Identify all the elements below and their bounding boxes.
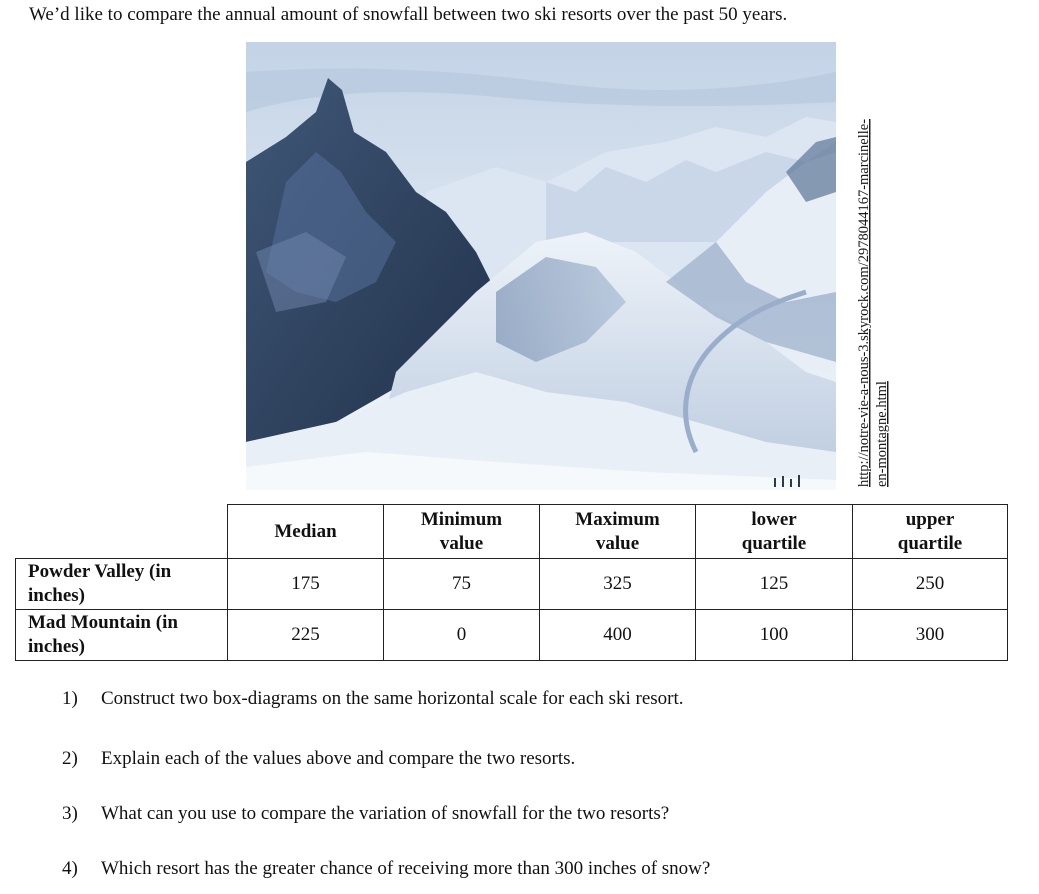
header-lower-quartile: lower quartile xyxy=(696,505,853,559)
question-text: What can you use to compare the variation of snowfall for the two resorts? xyxy=(101,803,670,824)
cell-upper-quartile: 300 xyxy=(853,610,1008,661)
question-text: Explain each of the values above and compare the two resorts. xyxy=(101,748,576,769)
cell-upper-quartile: 250 xyxy=(853,559,1008,610)
table-corner xyxy=(16,505,228,559)
cell-minimum: 0 xyxy=(384,610,540,661)
photo-credit-vertical xyxy=(852,63,892,487)
snowfall-table xyxy=(15,504,1008,661)
cell-maximum: 325 xyxy=(540,559,696,610)
mountain-illustration xyxy=(246,42,836,490)
row-label-powder-valley: Powder Valley (in inches) xyxy=(16,559,228,610)
header-maximum: Maximum value xyxy=(540,505,696,559)
cell-median: 225 xyxy=(228,610,384,661)
header-upper-quartile: upper quartile xyxy=(853,505,1008,559)
photo-credit-line-2: en-montagne.html xyxy=(874,381,890,487)
question-number: 4) xyxy=(62,858,78,879)
cell-minimum: 75 xyxy=(384,559,540,610)
question-text: Which resort has the greater chance of receiving more than 300 inches of snow? xyxy=(101,858,711,879)
mountain-photo xyxy=(246,42,836,490)
question-text: Construct two box-diagrams on the same horizontal scale for each ski resort. xyxy=(101,688,684,709)
intro-text: We’d like to compare the annual amount of snowfall between two ski resorts over the past 50 years. xyxy=(29,4,788,25)
question-number: 3) xyxy=(62,803,78,824)
question-number: 1) xyxy=(62,688,78,709)
header-minimum: Minimum value xyxy=(384,505,540,559)
table-row xyxy=(16,559,1008,610)
cell-median: 175 xyxy=(228,559,384,610)
row-label-mad-mountain: Mad Mountain (in inches) xyxy=(16,610,228,661)
question-number: 2) xyxy=(62,748,78,769)
table-header-row xyxy=(16,505,1008,559)
cell-lower-quartile: 100 xyxy=(696,610,853,661)
photo-credit xyxy=(852,63,892,487)
cell-lower-quartile: 125 xyxy=(696,559,853,610)
photo-credit-line-1: http://notre-vie-a-nous-3.skyrock.com/2978044167-marcinelle- xyxy=(856,118,872,487)
header-median: Median xyxy=(228,505,384,559)
cell-maximum: 400 xyxy=(540,610,696,661)
table-row xyxy=(16,610,1008,661)
